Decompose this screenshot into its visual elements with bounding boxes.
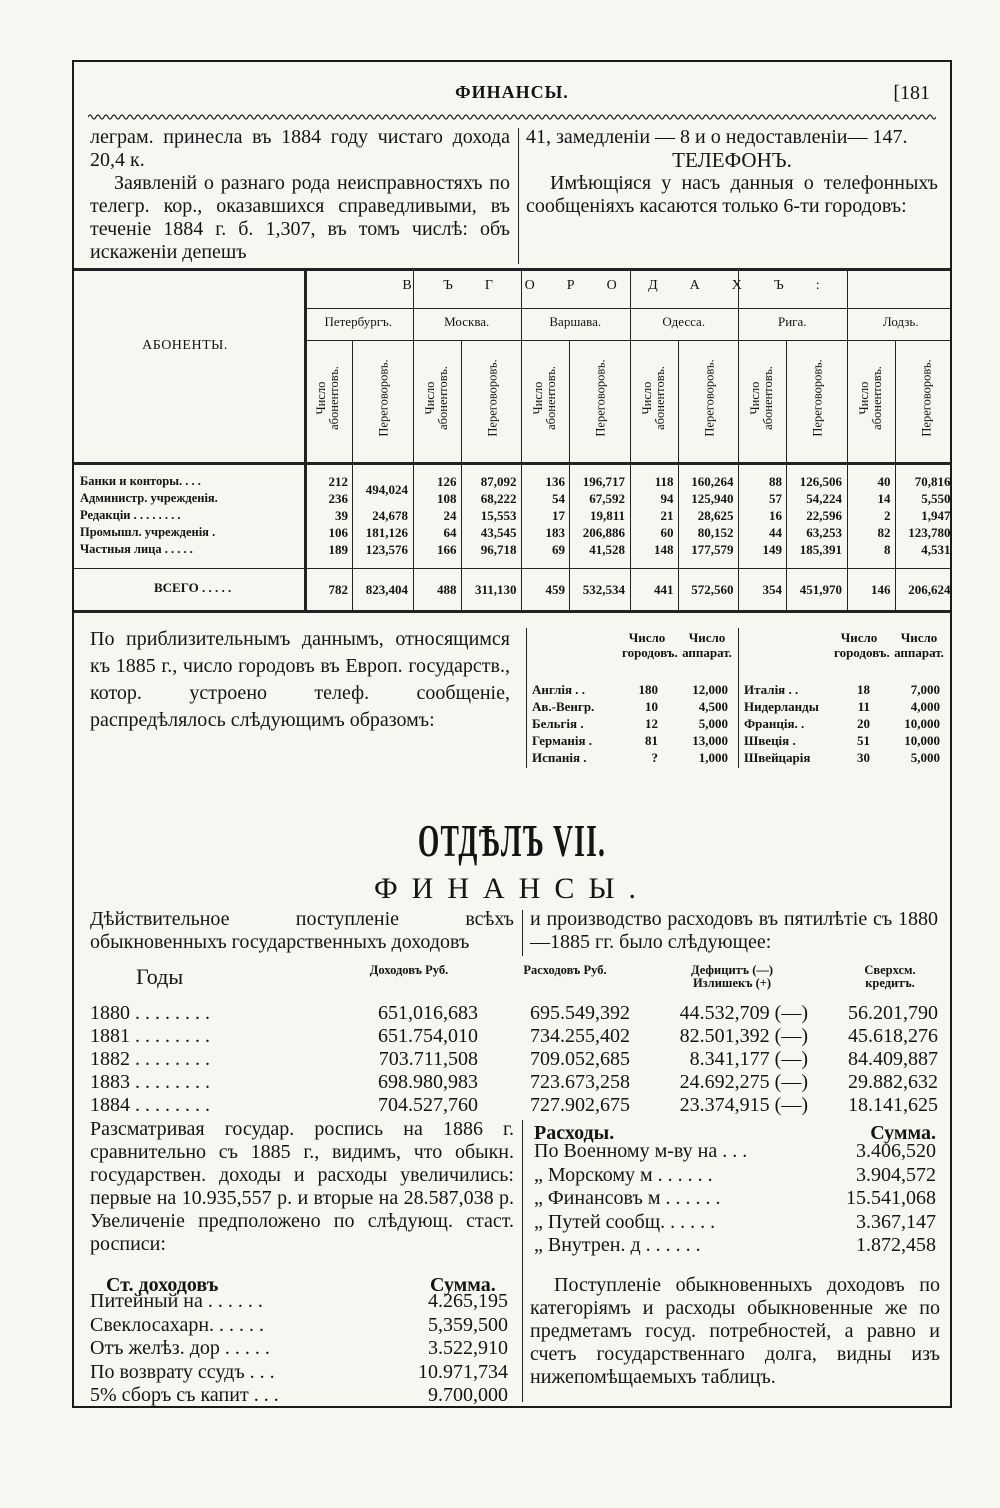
top-left-p1: леграм. принесла въ 1884 году чистаго дохода 20,4 к.: [90, 126, 510, 171]
budget-row: [90, 1025, 940, 1048]
table-cell: 39: [335, 508, 348, 523]
europe-left-devices: 1,000: [698, 750, 728, 765]
income-row: [90, 1337, 514, 1361]
budget-excess: 84.409,887: [848, 1048, 938, 1070]
budget-income: 703.711,508: [378, 1048, 478, 1070]
col-calls-label: Переговоровъ.: [593, 359, 608, 437]
table-cell: 8: [884, 542, 891, 557]
europe-left-country: Испанія .: [532, 750, 587, 765]
budget-deficit: 24.692,275 (—): [679, 1071, 808, 1093]
expense-row: [530, 1187, 940, 1211]
expense-item: „ Финансовъ м . . . . . .: [534, 1187, 721, 1209]
europe-right-country: Нидерланды: [744, 699, 819, 714]
table-cell: 15,553: [480, 508, 517, 523]
budget-year: 1884 . . . . . . . .: [90, 1094, 210, 1116]
expense-item: По Военному м-ву на . . .: [534, 1140, 748, 1162]
europe-left-country: Бельгія .: [532, 716, 584, 731]
europe-left-cities: 180: [638, 682, 658, 697]
col-subscribers-label: Число абонентовъ.: [531, 366, 558, 430]
budget-year: 1880 . . . . . . . .: [90, 1002, 210, 1024]
page-number: [181: [893, 82, 930, 104]
col-calls-label: Переговоровъ.: [919, 359, 933, 437]
top-right-column: [526, 126, 938, 218]
col-subscribers-header: [734, 348, 790, 448]
table-cell: 106: [328, 525, 348, 540]
europe-right-cities: 51: [857, 733, 870, 748]
income-amount: 9.700,000: [428, 1384, 508, 1406]
top-right-p2: Имѣющіяся у насъ данныя о телефонныхъ сообщеніяхъ касаются только 6-ти городовъ:: [526, 172, 938, 217]
table-top-rule: [74, 268, 950, 271]
bottom-right-text: Поступленіе обыкновенныхъ доходовъ по категоріямъ и расходы обыкновенные же по предметамъ госуд. потребностей, а равно и счетъ государственнаго долга, видны изъ нижепомѣщаемыхъ таблицъ.: [530, 1274, 940, 1388]
table-cell: 236: [328, 491, 348, 506]
col-calls-header: [356, 348, 412, 448]
table-cell: 118: [654, 474, 674, 489]
table-cell: 60: [660, 525, 674, 540]
table-cell: 44: [769, 525, 782, 540]
europe-right-cities: 11: [857, 699, 870, 714]
table-cell: 57: [769, 491, 782, 506]
table-cell: 64: [443, 525, 457, 540]
budget-year: 1882 . . . . . . . .: [90, 1048, 210, 1070]
subscribers-header: АБОНЕНТЫ.: [142, 338, 228, 353]
budget-deficit: 44.532,709 (—): [679, 1002, 808, 1024]
col-subscribers-header: [626, 348, 682, 448]
income-amount: 4.265,195: [428, 1290, 508, 1312]
total-cell: 823,404: [365, 582, 408, 597]
income-row: [90, 1384, 514, 1408]
col-subscribers-header: [409, 348, 465, 448]
europe-left-cities: ?: [651, 750, 658, 765]
budget-year: 1881 . . . . . . . .: [90, 1025, 210, 1047]
budget-year: 1883 . . . . . . . .: [90, 1071, 210, 1093]
table-cell: 160,264: [691, 474, 734, 489]
budget-row: [90, 1094, 940, 1117]
total-cell: 782: [328, 582, 348, 597]
budget-excess: 56.201,790: [848, 1002, 938, 1024]
europe-right-cities: 18: [857, 682, 870, 697]
europe-right-head-devices: Число аппарат.: [894, 630, 944, 660]
bottom-divider: [522, 1120, 523, 1402]
budget-h-income: Доходовъ Руб.: [369, 963, 449, 977]
total-cell: 354: [762, 582, 782, 597]
europe-right-devices: 5,000: [910, 750, 940, 765]
budget-expense: 723.673,258: [530, 1071, 630, 1093]
europe-left-devices: 12,000: [692, 682, 728, 697]
europe-left-devices: 4,500: [698, 699, 728, 714]
budget-row: [90, 1002, 940, 1025]
europe-left-head-cities: Число городовъ.: [622, 630, 678, 660]
budget-excess: 18.141,625: [848, 1094, 938, 1116]
income-row: [90, 1361, 514, 1385]
income-amount: 3.522,910: [428, 1337, 508, 1359]
table-cell: 22,596: [806, 508, 842, 523]
table-cell: 125,940: [691, 491, 734, 506]
city-name: Варшава.: [549, 314, 602, 329]
city-name: Лодзь.: [882, 314, 919, 329]
table-cell: 28,625: [697, 508, 734, 523]
total-label: ВСЕГО . . . . .: [154, 580, 232, 595]
budget-income: 698.980,983: [378, 1071, 478, 1093]
col-calls-label: Переговоровъ.: [376, 359, 391, 437]
table-cell: 212: [328, 474, 348, 489]
budget-income: 651,016,683: [378, 1002, 478, 1024]
total-cell: 146: [871, 582, 891, 597]
income-row: [90, 1314, 514, 1338]
europe-left-cities: 10: [645, 699, 658, 714]
table-cell: 183: [545, 525, 565, 540]
europe-right-devices: 10,000: [904, 733, 940, 748]
budget-h-deficit: Дефицитъ (—) Излишекъ (+): [690, 963, 774, 990]
table-cell: 177,579: [691, 542, 734, 557]
table-cell: 196,717: [582, 474, 625, 489]
row-label: Частныя лица . . . . .: [80, 542, 193, 556]
europe-left-devices: 13,000: [692, 733, 728, 748]
top-left-p2: Заявленій о разнаго рода неисправностяхъ по телегр. кор., оказавшихся справедливыми, въ теченіе 1884 г. б. 1,307, въ томъ числѣ: объ искаженіи депешъ: [90, 172, 510, 263]
table-cell: 206,886: [582, 525, 625, 540]
expense-amount: 15.541,068: [846, 1187, 936, 1209]
col-calls-header: [573, 348, 629, 448]
budget-row: [90, 1071, 940, 1094]
expense-row: [530, 1164, 940, 1188]
page-frame: [72, 60, 952, 1408]
table-cell: 1,947: [921, 508, 951, 523]
table-cell: 24: [443, 508, 457, 523]
total-cell: 572,560: [691, 582, 734, 597]
europe-right-devices: 7,000: [910, 682, 940, 697]
col-calls-header: [899, 348, 953, 448]
europe-left-devices: 5,000: [698, 716, 728, 731]
expense-h1: Расходы.: [534, 1122, 615, 1144]
europe-right-cities: 20: [857, 716, 870, 731]
col-calls-header: [465, 348, 521, 448]
table-cell: 148: [654, 542, 674, 557]
intro-right: и производство расходовъ въ пятилѣтіе съ 1880—1885 гг. было слѣдующее:: [530, 908, 938, 953]
table-cell: 63,253: [806, 525, 842, 540]
city-name: Одесса.: [662, 314, 706, 329]
intro-divider: [522, 910, 523, 956]
table-cell: 181,126: [365, 525, 408, 540]
rule-under-span: [304, 308, 950, 309]
table-bottom-rule: [74, 610, 950, 613]
budget-deficit: 23.374,915 (—): [679, 1094, 808, 1116]
budget-expense: 734.255,402: [530, 1025, 630, 1047]
total-cell: 459: [545, 582, 565, 597]
col-subscribers-header: [300, 348, 356, 448]
income-item: 5% сборъ съ капит . . .: [90, 1384, 279, 1406]
expense-amount: 3.904,572: [856, 1163, 936, 1186]
col-calls-label: Переговоровъ.: [485, 359, 499, 437]
table-cell: 88: [769, 474, 782, 489]
budget-deficit: 8.341,177 (—): [689, 1048, 808, 1070]
total-cell: 311,130: [474, 582, 517, 597]
income-item: Свеклосахарн. . . . . .: [90, 1313, 265, 1336]
header-title: ФИНАНСЫ.: [455, 82, 569, 102]
city-name: Москва.: [444, 314, 490, 329]
expense-amount: 1.872,458: [856, 1234, 936, 1256]
table-cell: 54,224: [806, 491, 842, 506]
expense-row: [530, 1211, 940, 1235]
income-item: По возврату ссудъ . . .: [90, 1360, 275, 1383]
europe-right-country: Франція. .: [744, 716, 805, 731]
expense-item: „ Морскому м . . . . . .: [534, 1163, 713, 1186]
top-right-p1: 41, замедленіи — 8 и о недоставленіи— 147.: [526, 126, 908, 148]
column-divider: [518, 128, 519, 264]
wavy-rule: [88, 112, 936, 122]
city-name: Петербургъ.: [324, 314, 393, 329]
finance-title: ФИНАНСЫ.: [373, 872, 651, 905]
total-cell: 488: [437, 582, 457, 597]
row-label: Банки и конторы. . . .: [80, 474, 201, 488]
budget-table: [90, 964, 940, 1117]
table-cell: 67,592: [589, 491, 625, 506]
europe-divider-mid: [738, 628, 739, 768]
income-h1: Ст. доходовъ: [106, 1274, 219, 1296]
europe-right-devices: 4,000: [910, 699, 940, 714]
table-cell: 136: [545, 474, 565, 489]
europe-left-cities: 81: [645, 733, 658, 748]
table-cell: 40: [877, 474, 891, 489]
row-label: Промышл. учрежденія .: [80, 525, 216, 539]
expense-item: „ Путей сообщ. . . . . .: [534, 1210, 716, 1233]
table-cell: 126,506: [799, 474, 842, 489]
table-cell: 96,718: [480, 542, 517, 557]
budget-expense: 709.052,685: [530, 1048, 630, 1070]
table-cell: 87,092: [480, 474, 517, 489]
europe-divider-left: [526, 628, 527, 768]
budget-excess: 29.882,632: [848, 1071, 938, 1093]
col-subscribers-label: Число абонентовъ.: [748, 366, 775, 430]
table-cell: 123,780: [908, 525, 951, 540]
rule-under-cities: [304, 340, 950, 341]
in-cities-header: ВЪГОРОДАХЪ:: [402, 278, 852, 293]
table-cell: 17: [552, 508, 565, 523]
col-subscribers-header: [517, 348, 573, 448]
telephone-table: [74, 268, 950, 612]
table-cell: 108: [437, 491, 457, 506]
europe-text: По приблизительнымъ даннымъ, относящимся къ 1885 г., число городовъ въ Европ. государств., котор. устроено телеф. сообщеніе, распредѣлялось слѣдующимъ образомъ:: [90, 628, 510, 731]
table-cell: 69: [552, 542, 565, 557]
expense-items: [530, 1140, 940, 1258]
table-cell: 94: [660, 491, 674, 506]
col-calls-header: [790, 348, 846, 448]
col-subscribers-header: [843, 348, 899, 448]
spb-merged-calls: 494,024: [365, 482, 408, 497]
europe-left-country: Германія .: [532, 733, 592, 748]
table-cell: 43,545: [480, 525, 517, 540]
table-cell: 80,152: [697, 525, 734, 540]
table-cell: 166: [437, 542, 457, 557]
income-amount: 5,359,500: [428, 1313, 508, 1336]
europe-right-country: Швейцарія: [744, 750, 811, 765]
budget-row: [90, 1048, 940, 1071]
total-cell: 532,534: [582, 582, 625, 597]
table-cell: 70,816: [914, 474, 951, 489]
budget-deficit: 82.501,392 (—): [679, 1025, 808, 1047]
table-cell: 4,531: [921, 542, 951, 557]
col-calls-label: Переговоровъ.: [702, 359, 716, 437]
europe-right-cities: 30: [857, 750, 870, 765]
col-calls-header: [682, 348, 738, 448]
table-cell: 41,528: [589, 542, 625, 557]
table-cell: 185,391: [799, 542, 842, 557]
europe-left-country: Англія . .: [532, 682, 586, 697]
col-subscribers-label: Число абонентовъ.: [639, 366, 667, 430]
section-title: ОТДѢЛЪ VII.: [417, 815, 607, 866]
budget-header: [90, 964, 940, 1002]
row-label: Администр. учрежденія.: [80, 491, 218, 505]
table-cell: 16: [769, 508, 782, 523]
budget-excess: 45.618,276: [848, 1025, 938, 1047]
budget-h-excess: Сверхсм. кредитъ.: [864, 963, 916, 990]
expense-h2: Сумма.: [870, 1122, 936, 1144]
table-cell: 5,550: [921, 491, 951, 506]
income-items: [90, 1290, 514, 1408]
total-cell: 206,624: [908, 582, 951, 597]
bottom-left-text: Разсматривая государ. роспись на 1886 г. сравнительно съ 1885 г., видимъ, что обыкн. государствен. доходы и расходы увеличились: первые на 10.935,557 р. и вторые на 28.587,038 р. Увеличеніе предположено по слѣдующ. стаст. росписи:: [90, 1118, 514, 1255]
col-calls-label: Переговоровъ.: [810, 359, 825, 437]
expense-row: [530, 1140, 940, 1164]
europe-right-country: Швеція .: [744, 733, 796, 748]
table-cell: 24,678: [372, 508, 408, 523]
table-cell: 21: [660, 508, 674, 523]
expense-row: [530, 1234, 940, 1258]
budget-h-year: Годы: [136, 964, 184, 989]
budget-expense: 727.902,675: [530, 1094, 630, 1116]
table-cell: 82: [877, 525, 891, 540]
europe-right-head-cities: Число городовъ.: [834, 630, 890, 660]
table-cell: 54: [552, 491, 565, 506]
europe-right-devices: 10,000: [904, 716, 940, 731]
budget-h-expense: Расходовъ Руб.: [523, 963, 607, 977]
table-cell: 19,811: [589, 508, 625, 523]
europe-left-cities: 12: [645, 716, 658, 731]
budget-income: 704.527,760: [378, 1094, 478, 1116]
income-item: Питейный на . . . . . .: [90, 1290, 263, 1312]
income-row: [90, 1290, 514, 1314]
income-item: Отъ желѣз. дор . . . . .: [90, 1337, 270, 1359]
rule-before-total: [74, 568, 950, 569]
col-subscribers-label: Число абонентовъ.: [314, 366, 341, 430]
expense-amount: 3.367,147: [856, 1210, 936, 1233]
rule-header-bottom: [74, 462, 950, 465]
telephone-heading: ТЕЛЕФОНЪ.: [672, 148, 792, 172]
running-header: [74, 82, 950, 112]
total-cell: 441: [654, 582, 674, 597]
income-amount: 10.971,734: [418, 1360, 508, 1383]
table-cell: 123,576: [365, 542, 408, 557]
table-cell: 189: [328, 542, 348, 557]
europe-left-head-devices: Число аппарат.: [682, 630, 732, 660]
city-name: Рига.: [777, 314, 807, 329]
col-subscribers-label: Число абонентовъ.: [856, 366, 884, 430]
europe-right-country: Италія . .: [744, 682, 799, 697]
expense-item: „ Внутрен. д . . . . . .: [534, 1234, 701, 1256]
table-cell: 126: [437, 474, 457, 489]
total-cell: 451,970: [799, 582, 842, 597]
income-h2: Сумма.: [430, 1274, 496, 1296]
table-cell: 2: [884, 508, 891, 523]
table-cell: 68,222: [480, 491, 517, 506]
col-subscribers-label: Число абонентовъ.: [422, 366, 450, 430]
expense-amount: 3.406,520: [856, 1140, 936, 1162]
row-label: Редакціи . . . . . . . .: [80, 508, 181, 522]
budget-income: 651.754,010: [378, 1025, 478, 1047]
intro-left: Дѣйствительное поступленіе всѣхъ обыкновенныхъ государственныхъ доходовъ: [90, 908, 514, 953]
top-left-column: [90, 126, 510, 264]
europe-left-country: Ав.-Венгр.: [532, 699, 595, 714]
table-cell: 149: [762, 542, 782, 557]
table-cell: 14: [877, 491, 891, 506]
budget-expense: 695.549,392: [530, 1002, 630, 1024]
